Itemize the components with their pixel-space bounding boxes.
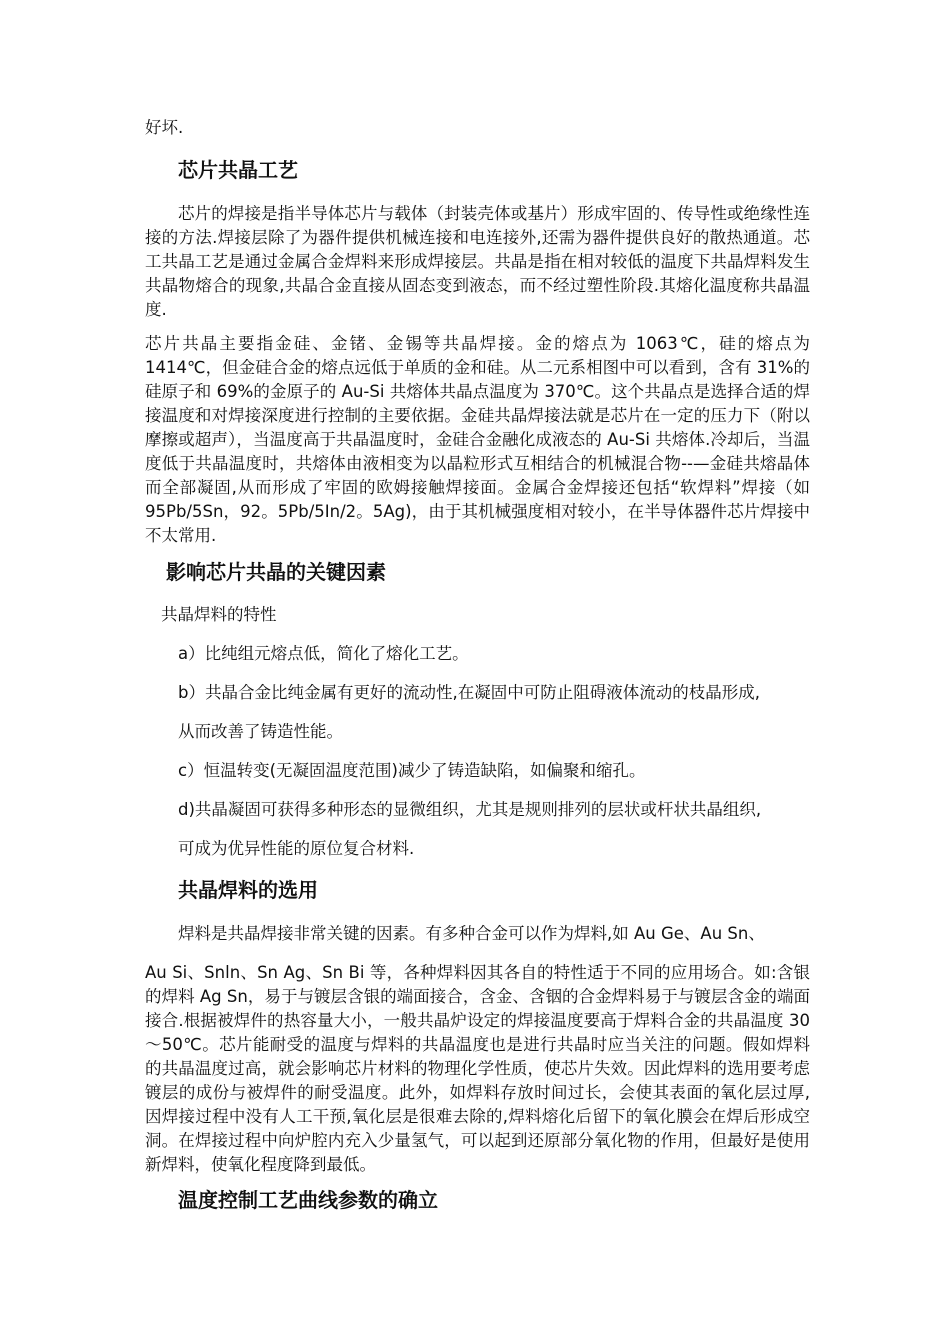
list-item-a: a）比纯组元熔点低，简化了熔化工艺。	[178, 644, 469, 663]
paragraph-soldering-definition: 芯片的焊接是指半导体芯片与载体（封装壳体或基片）形成牢固的、传导性或绝缘性连接的方法.焊接层除了为器件提供机械连接和电连接外,还需为器件提供良好的散热通道。芯工共晶工艺是通过金属合金焊料来形成焊接层。共晶是指在相对较低的温度下共晶焊料发生共晶物熔合的现象,共晶合金直接从固态变到液态，而不经过塑性阶段.其熔化温度称共晶温度.	[145, 204, 810, 319]
heading-key-factors: 影响芯片共晶的关键因素	[166, 560, 386, 584]
fragment-text: 好坏.	[145, 118, 184, 137]
heading-chip-eutectic-process: 芯片共晶工艺	[178, 158, 298, 182]
subheading-solder-properties: 共晶焊料的特性	[161, 605, 277, 624]
list-item-d-line2: 可成为优异性能的原位复合材料.	[178, 839, 415, 858]
heading-solder-selection: 共晶焊料的选用	[178, 878, 318, 902]
paragraph-solder-first-line: 焊料是共晶焊接非常关键的因素。有多种合金可以作为焊料,如 Au Ge、Au Sn、	[178, 924, 765, 943]
list-item-d-line1: d)共晶凝固可获得多种形态的显微组织，尤其是规则排列的层状或杆状共晶组织,	[178, 800, 762, 819]
paragraph-solder-selection: Au Si、Snln、Sn Ag、Sn Bi 等，各种焊料因其各自的特性适于不同的应用场合。如:含银的焊料 Ag Sn，易于与镀层含银的端面接合，含金、含铟的合金焊料易于与镀层含金的端面接合.根据被焊件的热容量大小，一般共晶炉设定的焊接温度要高于焊料合金的共晶温度 30～50℃。芯片能耐受的温度与焊料的共晶温度也是进行共晶时应当关注的问题。假如焊料的共晶温度过高，就会影响芯片材料的物理化学性质，使芯片失效。因此焊料的选用要考虑镀层的成份与被焊件的耐受温度。此外，如焊料存放时间过长，会使其表面的氧化层过厚,因焊接过程中没有人工干预,氧化层是很难去除的,焊料熔化后留下的氧化膜会在焊后形成空洞。在焊接过程中向炉腔内充入少量氢气，可以起到还原部分氧化物的作用，但最好是使用新焊料，使氧化程度降到最低。	[145, 963, 810, 1174]
list-item-b-line1: b）共晶合金比纯金属有更好的流动性,在凝固中可防止阻碍液体流动的枝晶形成,	[178, 683, 760, 702]
list-item-b-line2: 从而改善了铸造性能。	[178, 722, 343, 741]
paragraph-au-si-eutectic: 芯片共晶主要指金硅、金锗、金锡等共晶焊接。金的熔点为 1063℃，硅的熔点为 1414℃，但金硅合金的熔点远低于单质的金和硅。从二元系相图中可以看到，含有 31%的硅原子和 69%的金原子的 Au-Si 共熔体共晶点温度为 370℃。这个共晶点是选择合适的焊接温度和对焊接深度进行控制的主要依据。金硅共晶焊接法就是芯片在一定的压力下（附以摩擦或超声），当温度高于共晶温度时，金硅合金融化成液态的 Au-Si 共熔体.冷却后，当温度低于共晶温度时，共熔体由液相变为以晶粒形式互相结合的机械混合物--—金硅共熔晶体而全部凝固,从而形成了牢固的欧姆接触焊接面。金属合金焊接还包括“软焊料”焊接（如 95Pb/5Sn，92。5Pb/5In/2。5Ag)，由于其机械强度相对较小，在半导体器件芯片焊接中不太常用.	[145, 334, 810, 545]
list-item-c: c）恒温转变(无凝固温度范围)减少了铸造缺陷，如偏聚和缩孔。	[178, 761, 646, 780]
heading-temperature-curve: 温度控制工艺曲线参数的确立	[178, 1188, 438, 1212]
